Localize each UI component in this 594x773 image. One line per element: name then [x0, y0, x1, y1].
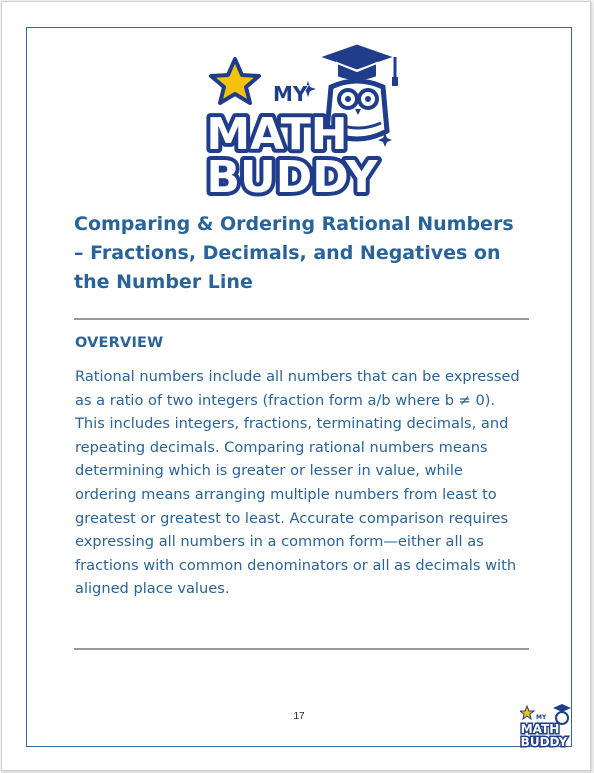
overview-body: Rational numbers include all numbers that can be expressed as a ratio of two integers (fraction form a/b where b ≠ 0). This includes integers, fractions, terminating decimals, and repeating decimals. Comparing rational numbers means determining which is greater or lesser in value, while ordering means arranging multiple numbers from least to greatest or greatest to least. Accurate comparison requires expressing all numbers in a common form—either all as fractions with common denominators or all as decimals with aligned place values. — [75, 368, 520, 598]
mini-logo-my: MY — [536, 714, 547, 721]
logo-text-my: MY — [273, 82, 308, 106]
logo-text-math: MATH — [206, 109, 348, 160]
logo-text-buddy: BUDDY — [206, 152, 378, 199]
mini-logo-math: MATH — [520, 722, 560, 736]
my-math-buddy-logo — [197, 39, 407, 199]
divider — [74, 648, 529, 650]
star-icon — [520, 706, 534, 719]
graduation-cap-icon — [553, 704, 571, 712]
mini-logo-buddy: BUDDY — [520, 735, 568, 749]
document-page — [1, 1, 591, 771]
star-icon — [211, 59, 259, 103]
page-number: 17 — [293, 711, 305, 722]
divider — [74, 318, 529, 320]
page-title: Comparing & Ordering Rational Numbers – Fractions, Decimals, and Negatives on the Number Line — [74, 213, 514, 293]
footer-logo — [520, 702, 572, 750]
overview-heading: OVERVIEW — [75, 335, 164, 351]
